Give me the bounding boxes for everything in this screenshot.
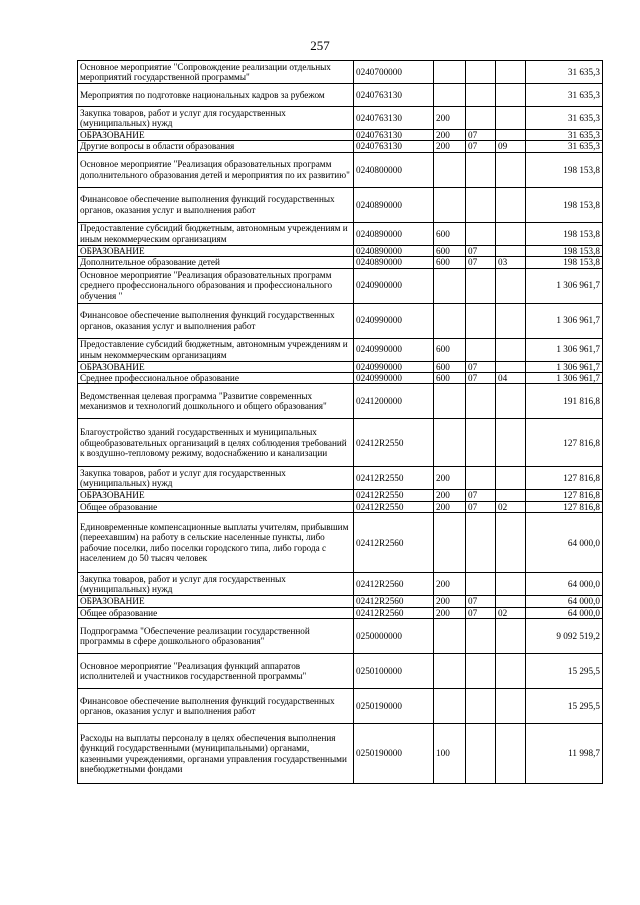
row-amount-cell: 191 816,8: [526, 384, 603, 419]
row-code-cell: 0250190000: [354, 689, 434, 724]
table-row: [78, 501, 603, 512]
row-pr-cell: [496, 152, 526, 187]
row-pr-cell: [496, 245, 526, 256]
row-name-cell: Предоставление субсидий бюджетным, автономным учреждениям и иным некоммерческим организациям: [78, 222, 354, 245]
row-vr-cell: [434, 152, 466, 187]
row-name-cell: Основное мероприятие "Сопровождение реализации отдельных мероприятий государственной программы": [78, 61, 354, 84]
row-name-cell: Дополнительное образование детей: [78, 257, 354, 268]
row-amount-cell: 1 306 961,7: [526, 303, 603, 338]
row-rz-cell: [466, 84, 496, 107]
row-vr-cell: [434, 187, 466, 222]
row-name-cell: Благоустройство зданий государственных и муниципальных общеобразовательных организаций в целях соблюдения требований к воздушно-тепловому режиму, водоснабжению и канализации: [78, 419, 354, 467]
row-vr-cell: [434, 61, 466, 84]
table-row: [78, 222, 603, 245]
row-pr-cell: [496, 513, 526, 573]
row-rz-cell: [466, 724, 496, 784]
row-pr-cell: [496, 268, 526, 303]
row-code-cell: 0240890000: [354, 245, 434, 256]
row-pr-cell: 03: [496, 257, 526, 268]
row-code-cell: 02412R2560: [354, 596, 434, 607]
row-amount-cell: 64 000,0: [526, 513, 603, 573]
row-vr-cell: 600: [434, 361, 466, 372]
row-rz-cell: 07: [466, 130, 496, 141]
row-rz-cell: [466, 303, 496, 338]
row-amount-cell: 31 635,3: [526, 130, 603, 141]
row-name-cell: Ведомственная целевая программа "Развитие современных механизмов и технологий дошкольного и общего образования": [78, 384, 354, 419]
row-rz-cell: [466, 619, 496, 654]
row-code-cell: 02412R2550: [354, 490, 434, 501]
budget-table-body: [78, 61, 603, 784]
row-vr-cell: [434, 84, 466, 107]
row-code-cell: 02412R2550: [354, 501, 434, 512]
row-amount-cell: 11 998,7: [526, 724, 603, 784]
row-pr-cell: [496, 338, 526, 361]
row-pr-cell: [496, 130, 526, 141]
row-rz-cell: [466, 187, 496, 222]
row-amount-cell: 64 000,0: [526, 596, 603, 607]
table-row: [78, 268, 603, 303]
row-vr-cell: 600: [434, 338, 466, 361]
row-amount-cell: 31 635,3: [526, 107, 603, 130]
row-amount-cell: 198 153,8: [526, 222, 603, 245]
row-name-cell: Мероприятия по подготовке национальных кадров за рубежом: [78, 84, 354, 107]
row-code-cell: 0240990000: [354, 373, 434, 384]
row-amount-cell: 31 635,3: [526, 61, 603, 84]
row-rz-cell: [466, 61, 496, 84]
row-pr-cell: 02: [496, 501, 526, 512]
row-vr-cell: 200: [434, 607, 466, 618]
row-name-cell: Предоставление субсидий бюджетным, автономным учреждениям и иным некоммерческим организациям: [78, 338, 354, 361]
row-amount-cell: 1 306 961,7: [526, 373, 603, 384]
row-rz-cell: [466, 107, 496, 130]
row-name-cell: Другие вопросы в области образования: [78, 141, 354, 152]
row-pr-cell: [496, 84, 526, 107]
row-pr-cell: [496, 222, 526, 245]
row-vr-cell: 200: [434, 596, 466, 607]
row-amount-cell: 127 816,8: [526, 490, 603, 501]
row-name-cell: ОБРАЗОВАНИЕ: [78, 490, 354, 501]
row-rz-cell: 07: [466, 596, 496, 607]
row-code-cell: 0240890000: [354, 187, 434, 222]
row-rz-cell: [466, 573, 496, 596]
row-vr-cell: 200: [434, 141, 466, 152]
row-vr-cell: [434, 619, 466, 654]
table-row: [78, 257, 603, 268]
table-row: [78, 513, 603, 573]
row-code-cell: 0240763130: [354, 130, 434, 141]
row-amount-cell: 127 816,8: [526, 419, 603, 467]
row-amount-cell: 31 635,3: [526, 141, 603, 152]
row-vr-cell: 600: [434, 257, 466, 268]
row-name-cell: Основное мероприятие "Реализация образовательных программ среднего профессионального образования и профессионального обучения ": [78, 268, 354, 303]
row-vr-cell: [434, 419, 466, 467]
row-pr-cell: [496, 419, 526, 467]
row-pr-cell: [496, 361, 526, 372]
row-name-cell: Закупка товаров, работ и услуг для государственных (муниципальных) нужд: [78, 107, 354, 130]
row-code-cell: 02412R2550: [354, 419, 434, 467]
table-row: [78, 130, 603, 141]
row-code-cell: 0240990000: [354, 303, 434, 338]
row-pr-cell: [496, 689, 526, 724]
page-number: 257: [310, 38, 330, 53]
table-row: [78, 619, 603, 654]
row-amount-cell: 1 306 961,7: [526, 338, 603, 361]
row-pr-cell: [496, 654, 526, 689]
row-pr-cell: [496, 61, 526, 84]
table-row: [78, 141, 603, 152]
row-vr-cell: 200: [434, 490, 466, 501]
row-name-cell: Закупка товаров, работ и услуг для государственных (муниципальных) нужд: [78, 573, 354, 596]
row-rz-cell: [466, 467, 496, 490]
row-pr-cell: 02: [496, 607, 526, 618]
table-row: [78, 303, 603, 338]
row-code-cell: 02412R2560: [354, 513, 434, 573]
row-code-cell: 02412R2560: [354, 573, 434, 596]
row-amount-cell: 127 816,8: [526, 467, 603, 490]
row-vr-cell: 200: [434, 501, 466, 512]
row-vr-cell: 200: [434, 130, 466, 141]
row-vr-cell: [434, 689, 466, 724]
row-rz-cell: [466, 268, 496, 303]
row-rz-cell: 07: [466, 141, 496, 152]
row-code-cell: 0240763130: [354, 141, 434, 152]
table-row: [78, 84, 603, 107]
row-name-cell: Единовременные компенсационные выплаты учителям, прибывшим (переехавшим) на работу в сельские населенные пункты, либо рабочие поселки, либо поселки городского типа, либо города с населением до 50 тысяч человек: [78, 513, 354, 573]
row-code-cell: 0240763130: [354, 84, 434, 107]
row-pr-cell: 04: [496, 373, 526, 384]
row-name-cell: Общее образование: [78, 607, 354, 618]
table-row: [78, 373, 603, 384]
row-amount-cell: 31 635,3: [526, 84, 603, 107]
row-amount-cell: 15 295,5: [526, 654, 603, 689]
row-pr-cell: 09: [496, 141, 526, 152]
table-row: [78, 419, 603, 467]
row-name-cell: Финансовое обеспечение выполнения функций государственных органов, оказания услуг и выполнения работ: [78, 689, 354, 724]
row-name-cell: Закупка товаров, работ и услуг для государственных (муниципальных) нужд: [78, 467, 354, 490]
row-pr-cell: [496, 303, 526, 338]
row-vr-cell: 200: [434, 573, 466, 596]
row-vr-cell: 200: [434, 107, 466, 130]
row-rz-cell: 07: [466, 361, 496, 372]
row-rz-cell: 07: [466, 373, 496, 384]
row-pr-cell: [496, 573, 526, 596]
budget-table: [77, 60, 603, 784]
table-row: [78, 490, 603, 501]
row-vr-cell: 600: [434, 245, 466, 256]
row-vr-cell: [434, 384, 466, 419]
row-amount-cell: 127 816,8: [526, 501, 603, 512]
row-pr-cell: [496, 619, 526, 654]
row-name-cell: Основное мероприятие "Реализация образовательных программ дополнительного образования детей и мероприятия по их развитию": [78, 152, 354, 187]
row-amount-cell: 198 153,8: [526, 257, 603, 268]
row-code-cell: 0240700000: [354, 61, 434, 84]
row-rz-cell: 07: [466, 501, 496, 512]
row-code-cell: 0250100000: [354, 654, 434, 689]
row-vr-cell: 600: [434, 373, 466, 384]
row-vr-cell: [434, 268, 466, 303]
row-name-cell: Финансовое обеспечение выполнения функций государственных органов, оказания услуг и выполнения работ: [78, 303, 354, 338]
row-name-cell: ОБРАЗОВАНИЕ: [78, 245, 354, 256]
row-pr-cell: [496, 596, 526, 607]
table-row: [78, 338, 603, 361]
table-row: [78, 689, 603, 724]
row-amount-cell: 64 000,0: [526, 573, 603, 596]
row-pr-cell: [496, 724, 526, 784]
row-code-cell: 0240990000: [354, 361, 434, 372]
row-code-cell: 0240890000: [354, 222, 434, 245]
row-pr-cell: [496, 467, 526, 490]
row-vr-cell: 600: [434, 222, 466, 245]
table-row: [78, 654, 603, 689]
row-amount-cell: 1 306 961,7: [526, 361, 603, 372]
row-pr-cell: [496, 384, 526, 419]
row-code-cell: 0240800000: [354, 152, 434, 187]
row-rz-cell: [466, 222, 496, 245]
table-row: [78, 596, 603, 607]
row-pr-cell: [496, 187, 526, 222]
row-name-cell: Основное мероприятие "Реализация функций аппаратов исполнителей и участников государственной программы": [78, 654, 354, 689]
row-amount-cell: 1 306 961,7: [526, 268, 603, 303]
row-amount-cell: 64 000,0: [526, 607, 603, 618]
row-name-cell: Подпрограмма "Обеспечение реализации государственной программы в сфере дошкольного образования": [78, 619, 354, 654]
row-amount-cell: 198 153,8: [526, 152, 603, 187]
row-code-cell: 0250000000: [354, 619, 434, 654]
row-amount-cell: 198 153,8: [526, 187, 603, 222]
row-rz-cell: [466, 654, 496, 689]
row-rz-cell: 07: [466, 490, 496, 501]
row-name-cell: Расходы на выплаты персоналу в целях обеспечения выполнения функций государственными (муниципальными) органами, казенными учреждениями, органами управления государственными внебюджетными фондами: [78, 724, 354, 784]
row-vr-cell: [434, 303, 466, 338]
row-rz-cell: [466, 513, 496, 573]
table-row: [78, 724, 603, 784]
row-name-cell: Среднее профессиональное образование: [78, 373, 354, 384]
table-row: [78, 361, 603, 372]
row-rz-cell: [466, 384, 496, 419]
row-code-cell: 0240890000: [354, 257, 434, 268]
table-row: [78, 467, 603, 490]
table-row: [78, 61, 603, 84]
row-name-cell: ОБРАЗОВАНИЕ: [78, 596, 354, 607]
table-row: [78, 152, 603, 187]
row-code-cell: 0241200000: [354, 384, 434, 419]
row-amount-cell: 15 295,5: [526, 689, 603, 724]
row-code-cell: 0240763130: [354, 107, 434, 130]
row-vr-cell: 200: [434, 467, 466, 490]
row-rz-cell: [466, 152, 496, 187]
row-amount-cell: 198 153,8: [526, 245, 603, 256]
row-rz-cell: 07: [466, 257, 496, 268]
row-code-cell: 0240990000: [354, 338, 434, 361]
row-rz-cell: [466, 338, 496, 361]
row-code-cell: 02412R2550: [354, 467, 434, 490]
row-rz-cell: [466, 419, 496, 467]
table-row: [78, 245, 603, 256]
row-vr-cell: 100: [434, 724, 466, 784]
table-row: [78, 384, 603, 419]
row-code-cell: 0240900000: [354, 268, 434, 303]
row-name-cell: ОБРАЗОВАНИЕ: [78, 130, 354, 141]
row-rz-cell: 07: [466, 607, 496, 618]
row-pr-cell: [496, 490, 526, 501]
row-rz-cell: 07: [466, 245, 496, 256]
row-name-cell: Общее образование: [78, 501, 354, 512]
row-code-cell: 02412R2560: [354, 607, 434, 618]
row-code-cell: 0250190000: [354, 724, 434, 784]
table-row: [78, 573, 603, 596]
row-name-cell: ОБРАЗОВАНИЕ: [78, 361, 354, 372]
row-amount-cell: 9 092 519,2: [526, 619, 603, 654]
row-vr-cell: [434, 513, 466, 573]
row-rz-cell: [466, 689, 496, 724]
table-row: [78, 607, 603, 618]
table-row: [78, 107, 603, 130]
row-pr-cell: [496, 107, 526, 130]
row-vr-cell: [434, 654, 466, 689]
table-row: [78, 187, 603, 222]
row-name-cell: Финансовое обеспечение выполнения функций государственных органов, оказания услуг и выполнения работ: [78, 187, 354, 222]
